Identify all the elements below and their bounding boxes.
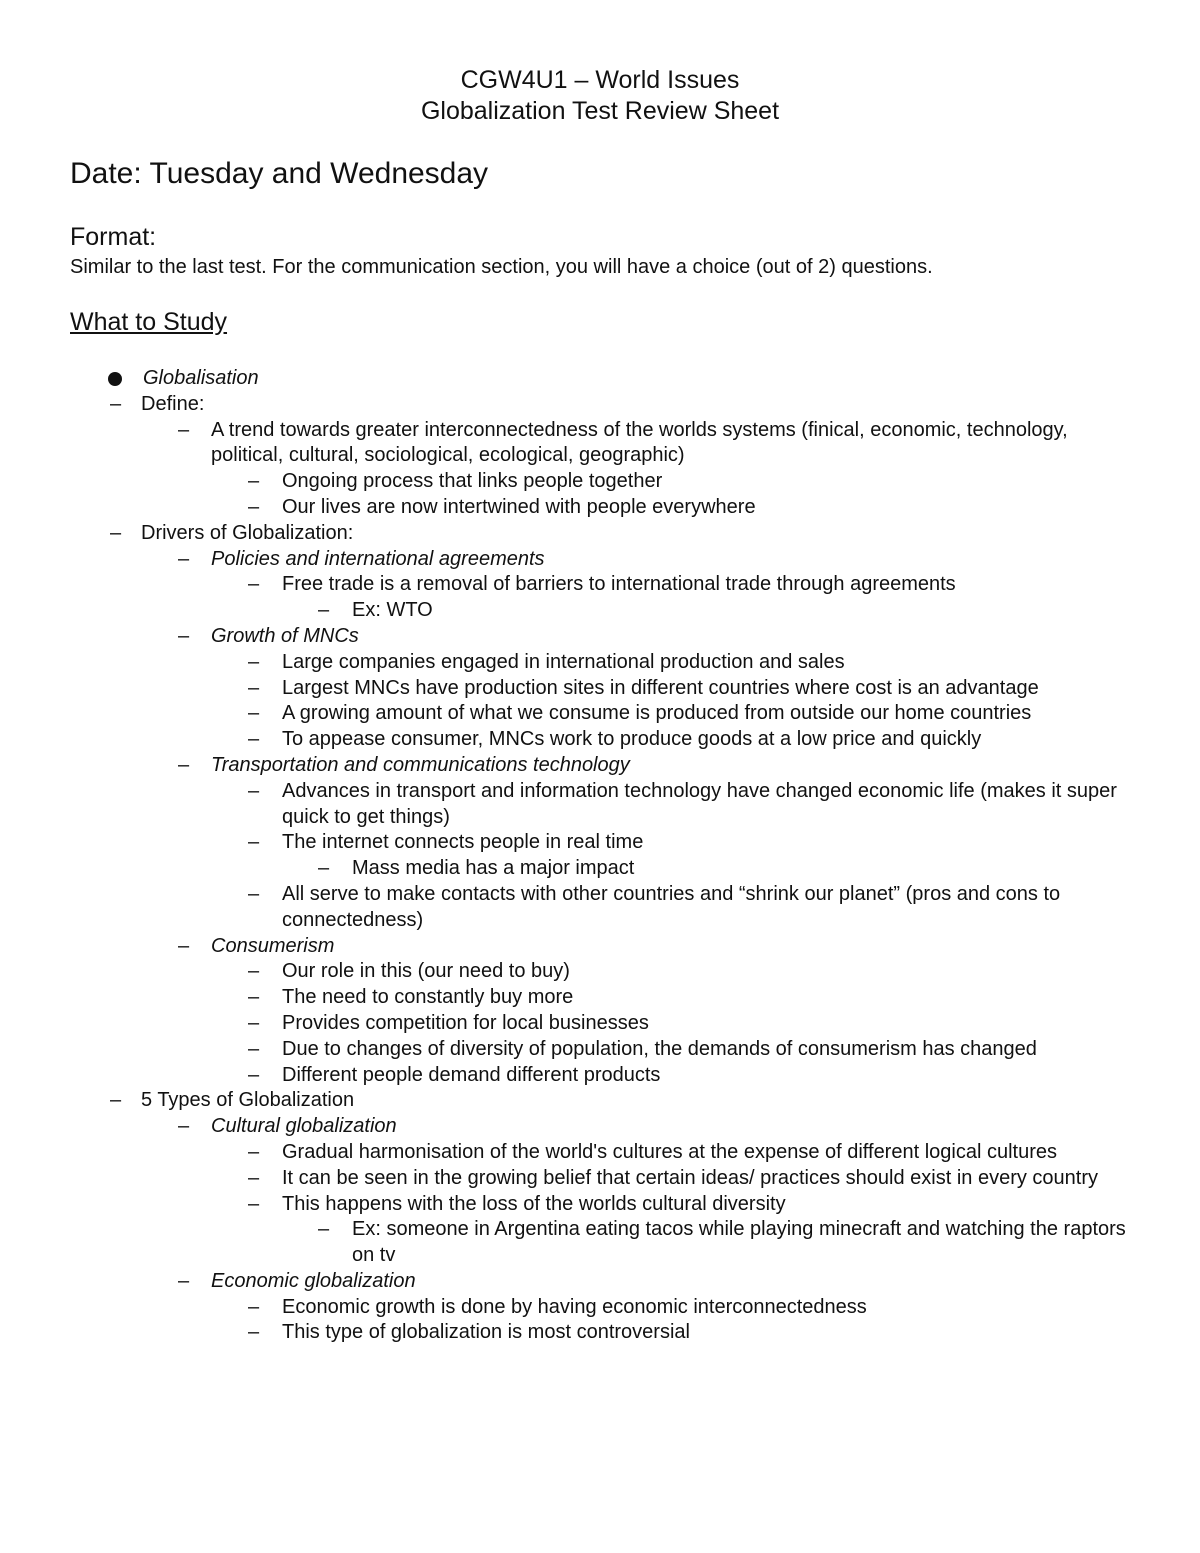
test-date: Date: Tuesday and Wednesday: [70, 157, 489, 190]
format-heading: Format:: [70, 223, 157, 251]
outline-item: [70, 521, 1140, 547]
outline-item: [70, 1088, 1140, 1114]
dash-marker: –: [248, 1295, 260, 1318]
outline-item: [70, 650, 1140, 676]
outline-item: [70, 1166, 1140, 1192]
outline-item: [70, 676, 1140, 702]
bullet-icon: [108, 372, 122, 386]
outline-item: [70, 1295, 1140, 1321]
outline-text: Our lives are now intertwined with people everywhere: [282, 495, 756, 518]
outline-item: [70, 469, 1140, 495]
dash-marker: –: [248, 779, 260, 802]
dash-marker: –: [318, 599, 330, 622]
dash-marker: –: [178, 753, 190, 776]
dash-marker: –: [178, 624, 190, 647]
outline-text: A growing amount of what we consume is produced from outside our home countries: [282, 702, 1032, 725]
outline-text: 5 Types of Globalization: [141, 1089, 355, 1112]
outline-text: Drivers of Globalization:: [141, 521, 354, 544]
outline-item: [70, 598, 1140, 624]
dash-marker: –: [248, 676, 260, 699]
dash-marker: –: [248, 495, 260, 518]
outline-item: [70, 1140, 1140, 1166]
outline-item: [70, 1037, 1140, 1063]
outline-item: [70, 547, 1140, 573]
dash-marker: –: [248, 1321, 260, 1344]
dash-marker: –: [248, 1192, 260, 1215]
outline-item: [70, 1063, 1140, 1089]
outline-item: [70, 753, 1140, 779]
outline-text: Consumerism: [211, 934, 335, 957]
outline-text: Growth of MNCs: [211, 624, 359, 647]
outline-item: [70, 366, 1140, 392]
dash-marker: –: [318, 1218, 330, 1241]
dash-marker: –: [248, 960, 260, 983]
outline-item: [70, 418, 1140, 470]
dash-marker: –: [248, 1063, 260, 1086]
outline-text: Define:: [141, 392, 205, 415]
outline-item: [70, 856, 1140, 882]
dash-marker: –: [248, 1011, 260, 1034]
outline-text: Transportation and communications technology: [211, 753, 630, 776]
outline-text: Provides competition for local businesses: [282, 1011, 649, 1034]
dash-marker: –: [178, 1269, 190, 1292]
dash-marker: –: [110, 392, 122, 415]
outline-text: Due to changes of diversity of population, the demands of consumerism has changed: [282, 1037, 1037, 1060]
outline-text: Policies and international agreements: [211, 547, 545, 570]
dash-marker: –: [178, 934, 190, 957]
dash-marker: –: [248, 650, 260, 673]
outline-item: [70, 959, 1140, 985]
outline-text: Large companies engaged in international production and sales: [282, 650, 845, 673]
outline-text: Ex: WTO: [352, 599, 433, 622]
outline-text: Globalisation: [143, 367, 259, 389]
outline-item: [70, 1192, 1140, 1218]
outline-text: It can be seen in the growing belief that certain ideas/ practices should exist in every country: [282, 1166, 1099, 1189]
dash-marker: –: [248, 1140, 260, 1163]
dash-marker: –: [248, 702, 260, 725]
course-title: CGW4U1 – World Issues: [460, 66, 740, 94]
outline-text: Economic growth is done by having economic interconnectedness: [282, 1295, 867, 1318]
outline-item: [70, 985, 1140, 1011]
dash-marker: –: [318, 857, 330, 880]
outline-item: [70, 882, 1140, 934]
dash-marker: –: [110, 521, 122, 544]
outline-item: [70, 1320, 1140, 1346]
outline-text: Advances in transport and information technology have changed economic life (makes it super quick to get things): [282, 779, 1117, 828]
outline-item: [70, 392, 1140, 418]
outline-item: [70, 495, 1140, 521]
outline-text: To appease consumer, MNCs work to produce goods at a low price and quickly: [282, 728, 982, 751]
outline-item: [70, 1269, 1140, 1295]
outline-text: Economic globalization: [211, 1269, 416, 1292]
sheet-title: Globalization Test Review Sheet: [420, 97, 780, 125]
study-outline: [70, 366, 1140, 1346]
outline-text: All serve to make contacts with other countries and “shrink our planet” (pros and cons to connectedness): [282, 882, 1061, 931]
outline-text: This happens with the loss of the worlds cultural diversity: [282, 1192, 786, 1215]
outline-text: Ex: someone in Argentina eating tacos while playing minecraft and watching the raptors on tv: [352, 1218, 1126, 1267]
outline-item: [70, 727, 1140, 753]
outline-text: The internet connects people in real time: [282, 831, 644, 854]
outline-text: Largest MNCs have production sites in different countries where cost is an advantage: [282, 676, 1039, 699]
outline-text: A trend towards greater interconnectedness of the worlds systems (finical, economic, technology, political, cultural, sociological, ecological, geographic): [211, 418, 1068, 467]
outline-item: [70, 1217, 1140, 1269]
outline-text: Gradual harmonisation of the world's cultures at the expense of different logical cultures: [282, 1140, 1057, 1163]
outline-text: Cultural globalization: [211, 1115, 397, 1138]
outline-item: [70, 934, 1140, 960]
dash-marker: –: [178, 547, 190, 570]
outline-item: [70, 1011, 1140, 1037]
outline-item: [70, 1114, 1140, 1140]
outline-item: [70, 830, 1140, 856]
dash-marker: –: [248, 470, 260, 493]
dash-marker: –: [248, 882, 260, 905]
dash-marker: –: [248, 1166, 260, 1189]
dash-marker: –: [110, 1089, 122, 1112]
outline-text: Our role in this (our need to buy): [282, 960, 570, 983]
outline-item: [70, 572, 1140, 598]
outline-text: Mass media has a major impact: [352, 857, 635, 880]
format-text: Similar to the last test. For the communication section, you will have a choice (out of 2) questions.: [70, 256, 933, 278]
outline-item: [70, 701, 1140, 727]
outline-text: The need to constantly buy more: [282, 986, 574, 1009]
outline-item: [70, 624, 1140, 650]
outline-text: Free trade is a removal of barriers to international trade through agreements: [282, 573, 956, 596]
dash-marker: –: [248, 728, 260, 751]
what-to-study-heading: What to Study: [70, 308, 228, 336]
outline-item: [70, 779, 1140, 831]
dash-marker: –: [248, 1037, 260, 1060]
outline-text: Different people demand different products: [282, 1063, 661, 1086]
dash-marker: –: [248, 986, 260, 1009]
dash-marker: –: [248, 573, 260, 596]
dash-marker: –: [178, 418, 190, 441]
dash-marker: –: [178, 1115, 190, 1138]
outline-text: This type of globalization is most controversial: [282, 1321, 690, 1344]
outline-text: Ongoing process that links people together: [282, 470, 663, 493]
dash-marker: –: [248, 831, 260, 854]
